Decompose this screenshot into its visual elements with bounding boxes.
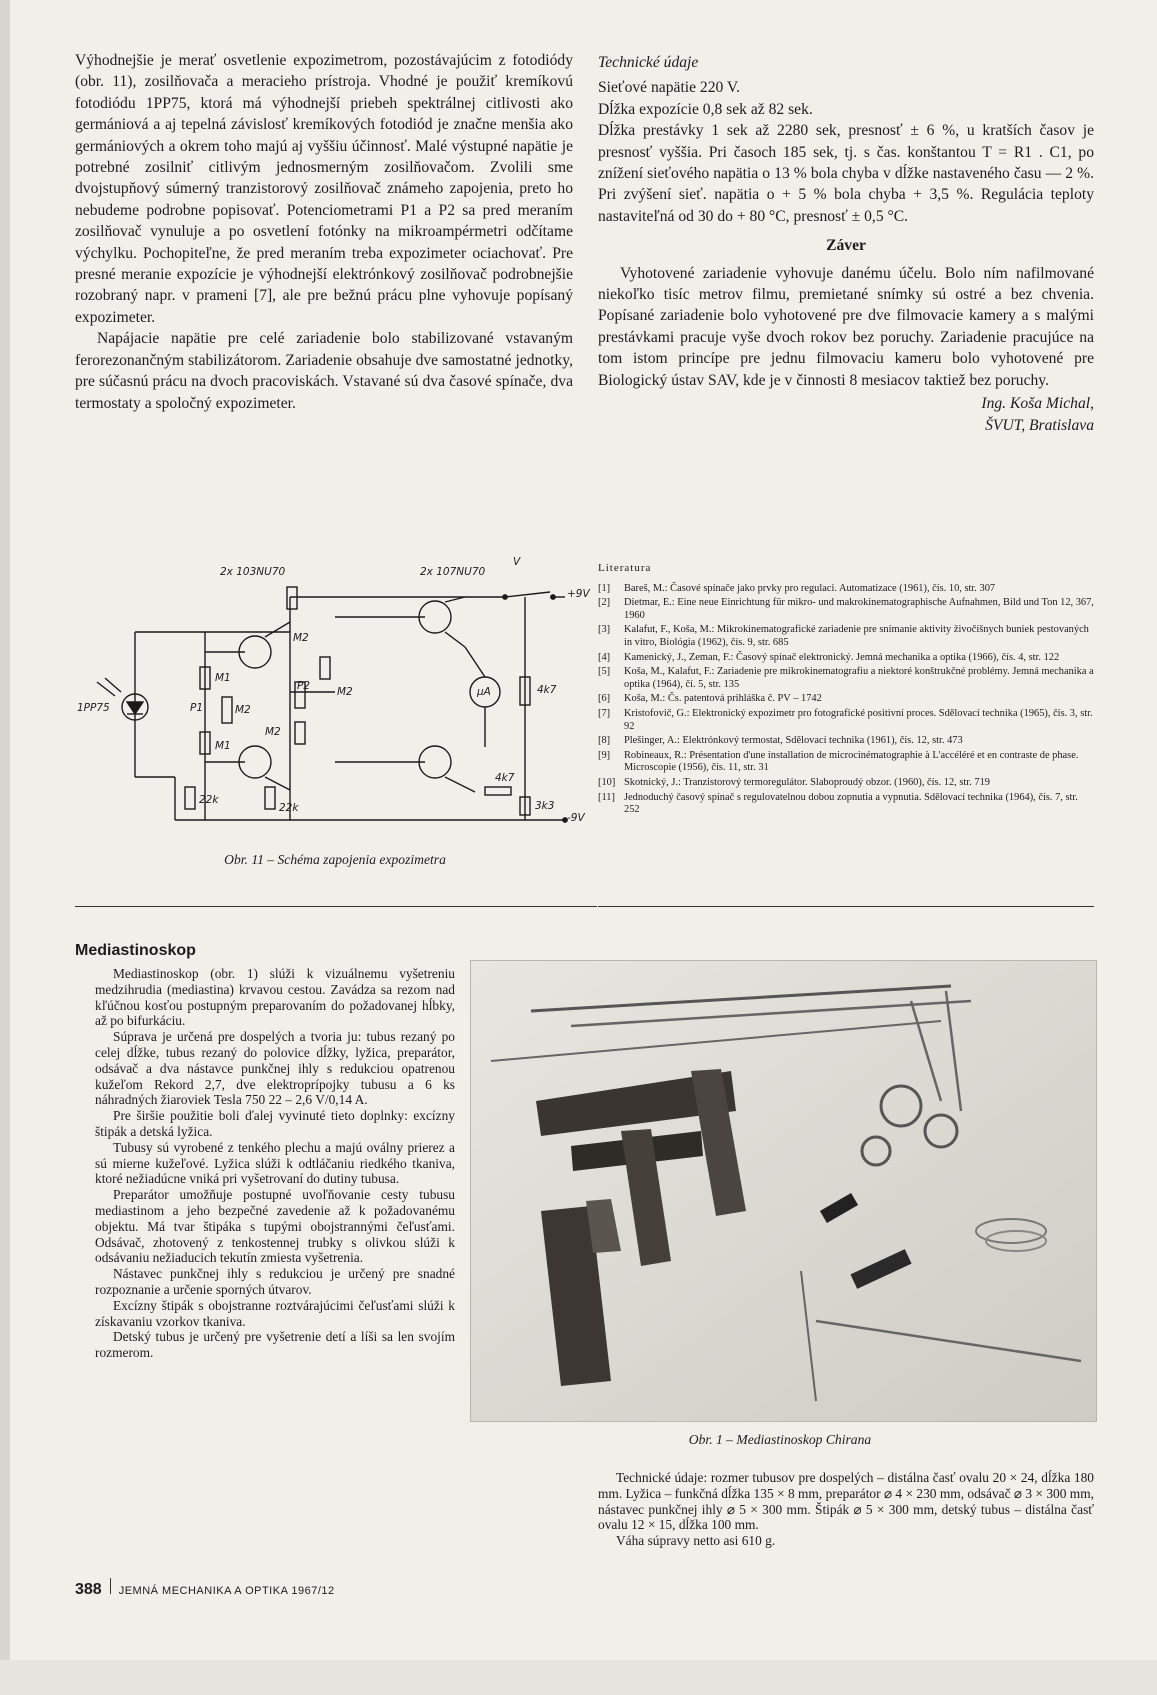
page-number: 388: [75, 1581, 102, 1598]
reference-item: [598, 597, 1094, 622]
literature-section: [598, 562, 1094, 819]
left-article: [75, 50, 573, 414]
circuit-labels: [75, 556, 595, 832]
reference-text: Koša, M., Kalafut, F.: Zariadenie pre mikrokinematografiu a niektoré konštrukčné problémy. Jemná mechanika a optika (1964), čí. 5, str. 135: [624, 666, 1094, 690]
reference-number: [1]: [598, 582, 611, 594]
photo-caption: Obr. 1 – Mediastinoskop Chirana: [688, 1432, 872, 1447]
reference-number: [11]: [598, 791, 615, 803]
technical-line: Sieťové napätie 220 V.: [598, 79, 741, 97]
article-paragraph: Mediastinoskop (obr. 1) slúži k vizuálnemu vyšetreniu medzihrudia (mediastina) krvavou cestou. Zavádza sa rezom nad kľúčnou kosťou postupným preparovaním do požadovanej hĺbky, až po bifurkáciu.: [95, 966, 455, 1029]
reference-text: Kamenický, J., Zeman, F.: Časový spínač elektronický. Jemná mechanika a optika (1966), čís. 4, str. 122: [624, 651, 1060, 663]
technical-heading: Technické údaje: [598, 54, 699, 71]
label-m2-p2: M2: [337, 686, 353, 698]
article-paragraph: Napájacie napätie pre celé zariadenie bolo stabilizované vstavaným ferorezonančným stabilizátorom. Zariadenie obsahuje dve samostatné jednotky, pre súčasnú prácu na dvoch pracoviskách. Vstavané sú dva časové spínače, dva termostaty a spoločný expozimeter.: [75, 330, 573, 412]
reference-text: Kalafut, F., Koša, M.: Mikrokinematografické zariadenie pre snímanie aktivity živočíšnych buniek pestovaných in vitro, Biológia (1962), čís. 9, str. 685: [624, 624, 1089, 648]
label-22k-left: 22k: [199, 794, 219, 806]
article-paragraph: Súprava je určená pre dospelých a tvoria ju: tubus rezaný po celej dĺžke, tubus rezaný do polovice dĺžky, lyžica, preparátor, odsávač a dva nástavce punkčnej ihly s redukciou opatrenou kužeľom Rekord 2,7, dve elektroprípojky tubusu a 6 ks náhradných žiaroviek Tesla 750 22 – 2,6 V/0,14 A.: [95, 1029, 455, 1108]
author-name: Ing. Koša Michal,: [981, 395, 1094, 413]
label-107nu70: 2x 107NU70: [420, 566, 486, 578]
label-p1: P1: [190, 702, 204, 714]
section-divider-right: [598, 906, 1094, 907]
reference-text: Koša, M.: Čs. patentová prihláška č. PV – 1742: [624, 693, 822, 705]
reference-number: [7]: [598, 707, 611, 719]
right-column: [598, 52, 1094, 436]
article-paragraph: Nástavec punkčnej ihly s redukciou je určený pre snadné rozpoznanie a určenie sporných útvarov.: [95, 1266, 455, 1297]
reference-item: [598, 708, 1094, 733]
reference-number: [2]: [598, 597, 611, 609]
reference-number: [10]: [598, 776, 616, 788]
technical-line: Dĺžka expozície 0,8 sek až 82 sek.: [598, 100, 813, 118]
reference-text: Jednoduchý časový spínač s regulovatelnou dobou zopnutia a vypnutia. Sdělovací technika (1964), čís. 7, str. 252: [624, 791, 1078, 816]
reference-number: [5]: [598, 666, 611, 678]
reference-item: [598, 792, 1094, 817]
reference-text: Kristofovič, G.: Elektronický expozimetr pro fotografické positivní proces. Sdělovací technika (1965), čís. 3, str. 92: [624, 707, 1093, 732]
instrument-set-image: [471, 961, 1096, 1421]
reference-text: Dietmar, E.: Eine neue Einrichtung für mikro- und makrokinematographische Aufnahmen, Bild und Ton 12, 367, 1960: [624, 597, 1094, 621]
label-microammeter: μA: [477, 686, 491, 698]
mediastinoskop-photo: [470, 960, 1097, 1422]
scan-edge: [0, 0, 10, 1695]
technical-line: Dĺžka prestávky 1 sek až 2280 sek, presnosť ± 6 %, u kratších časov je presnosť vyššia. Pri časoch 185 sek, tj. s čas. konštantou T = R1 . C1, po znížení sieťového napätia o 13 % bola chyba v dĺžke nastaveného času — 2 %. Pri zvýšení sieť. napätia o + 5 % bola chyba + 3,5 %. Regulácia teploty nastaviteľná od 30 do + 80 °C, presnosť ± 0,5 °C.: [598, 122, 1094, 225]
article-paragraph: Tubusy sú vyrobené z tenkého plechu a majú oválny prierez a sú mierne kužeľové. Lyžica slúži k odtláčaniu riedkého tkaniva, ktoré nežiadúcne vniká pri vyšetrovaní do dutiny tubusa.: [95, 1139, 455, 1187]
label-m1-top: M1: [215, 672, 231, 684]
label-m2-p1: M2: [235, 704, 251, 716]
label-4k7-right: 4k7: [537, 684, 557, 696]
scan-bottom-band: [0, 1660, 1157, 1695]
label-103nu70: 2x 103NU70: [220, 566, 286, 578]
reference-item: [598, 735, 1094, 748]
literature-heading: Literatura: [598, 562, 652, 574]
weight-text: Váha súpravy netto asi 610 g.: [616, 1533, 776, 1549]
footer-separator: [110, 1578, 111, 1594]
tech-specs-text: Technické údaje: rozmer tubusov pre dospelých – distálna časť ovalu 20 × 24, dĺžka 180 mm. Lyžica – funkčná dĺžka 135 × 8 mm, preparátor ⌀ 4 × 230 mm, odsávač ⌀ 3 × 300 mm, nástavec punkčnej ihly ⌀ 5 × 300 mm. Štipák ⌀ 5 × 300 mm, detský tubus – distálna časť ovalu 12 × 15, dĺžka 100 mm.: [598, 1470, 1094, 1533]
label-m1-bottom: M1: [215, 740, 231, 752]
article-paragraph: Výhodnejšie je merať osvetlenie expozimetrom, pozostávajúcim z fotodiódy (obr. 11), zosilňovača a meracieho prístroja. Vhodné je použiť kremíkovú fotodiódu 1PP75, ktorá má výhodnejší priebeh spektrálnej citlivosti ako germániová a aj tepelná závislosť kremíkových fotodiód je značne menšia ako germániových a okrem toho majú aj vyššiu účinnosť. Malé výstupné napätie je potrebné zosilniť citlivým jednosmerným zosilňovačom. Zvolili sme dvojstupňový súmerný tranzistorový zosilňovač známeho zapojenia, preto ho nebudeme podrobne popisovať. Potenciometrami P1 a P2 sa pred meraním zosilňovač vynuluje a po osvetlení fotónky na mikroampérmetri odčítame výchylku. Pochopiteľne, že pred meraním treba expozimeter ociachovať. Pre presné meranie expozície je výhodnejší elektrónkový zosilňovač podrobnejšie rozobraný napr. v prameni [7], ale pre bežnú prácu plne vyhovuje popísaný expozimeter.: [75, 52, 573, 326]
conclusion-heading: Záver: [826, 237, 866, 255]
label-m2-top: M2: [293, 632, 309, 644]
article-paragraph: Detský tubus je určený pre vyšetrenie detí a líši sa len svojím rozmerom.: [95, 1329, 455, 1361]
reference-text: Bareš, M.: Časové spínače jako prvky pro regulaci. Automatizace (1961), čís. 10, str. 307: [624, 582, 996, 594]
conclusion-text: Vyhotovené zariadenie vyhovuje danému účelu. Bolo ním nafilmované niekoľko tisíc metrov filmu, premietané snímky sú ostré a bez chvenia. Popísané zariadenie bolo vyhotovené pre dve filmovacie kamery a s malými prestávkami pracuje vyše dvoch rokov bez poruchy. Zariadenie pracujúce na tom istom princípe pre jednu filmovaciu kameru bolo vyhotovené pre Biologický ústav SAV, kde je v činnosti 8 mesiacov taktiež bez poruchy.: [598, 264, 1094, 389]
section-divider-left: [75, 906, 597, 907]
reference-list: [598, 583, 1094, 817]
label-p2: P2: [297, 680, 311, 692]
label-plus-9v: +9V: [567, 588, 590, 600]
reference-number: [6]: [598, 693, 611, 705]
page-footer: [75, 1578, 335, 1599]
reference-item: [598, 666, 1094, 691]
reference-number: [9]: [598, 749, 611, 761]
reference-number: [4]: [598, 651, 611, 663]
label-22k-mid: 22k: [279, 802, 299, 814]
article-paragraph: Preparátor umožňuje postupné uvoľňovanie cesty tubusu mediastinom a jeho bezpečné zavedenie až k požadovanému objektu. Má tvar štipáka s tupými obojstrannými čeľusťami. Odsávač, zhotovený z tenkostennej trubky s olivkou slúži k odsávaniu nežiaducich tekutín zmiesta vyšetrenia.: [95, 1187, 455, 1266]
reference-number: [3]: [598, 624, 611, 636]
tech-specs: [598, 1470, 1094, 1549]
reference-number: [8]: [598, 735, 611, 747]
article-paragraph: Pre širšie použitie boli ďalej vyvinuté tieto doplnky: excízny štipák a detská lyžica.: [95, 1108, 455, 1139]
reference-item: [598, 777, 1094, 790]
reference-item: [598, 693, 1094, 706]
reference-text: Plešinger, A.: Elektrónkový termostat, Sdělovací technika (1961), čís. 12, str. 473: [624, 735, 963, 747]
label-4k7-bottom: 4k7: [495, 772, 515, 784]
reference-text: Robineaux, R.: Présentation d'une installation de microcinématographie à L'accéléré et en contraste de phase. Microscopie (1956), čís. 11, str. 31: [624, 749, 1079, 774]
reference-item: [598, 624, 1094, 649]
reference-item: [598, 583, 1094, 596]
label-1pp75: 1PP75: [77, 702, 110, 714]
reference-item: [598, 652, 1094, 665]
author-affiliation: ŠVUT, Bratislava: [985, 416, 1094, 434]
reference-text: Skotnický, J.: Tranzistorový termoregulátor. Slaboproudý obzor. (1960), čís. 12, str. 719: [624, 776, 990, 788]
mediastinoskop-article: [75, 942, 455, 1361]
journal-name: JEMNÁ MECHANIKA A OPTIKA 1967/12: [118, 1585, 335, 1597]
article-body: [75, 966, 455, 1361]
label-3k3: 3k3: [535, 800, 555, 812]
label-m2-mid: M2: [265, 726, 281, 738]
circuit-figure: [75, 556, 595, 872]
article-title: Mediastinoskop: [75, 942, 196, 959]
article-paragraph: Excízny štipák s obojstranne roztvárajúcimi čeľusťami slúži k získavaniu vzorkov tkaniva.: [95, 1297, 455, 1329]
reference-item: [598, 750, 1094, 775]
circuit-caption: Obr. 11 – Schéma zapojenia expozimetra: [224, 852, 446, 867]
label-minus-9v: -9V: [567, 812, 585, 824]
label-switch-v: V: [513, 556, 521, 568]
